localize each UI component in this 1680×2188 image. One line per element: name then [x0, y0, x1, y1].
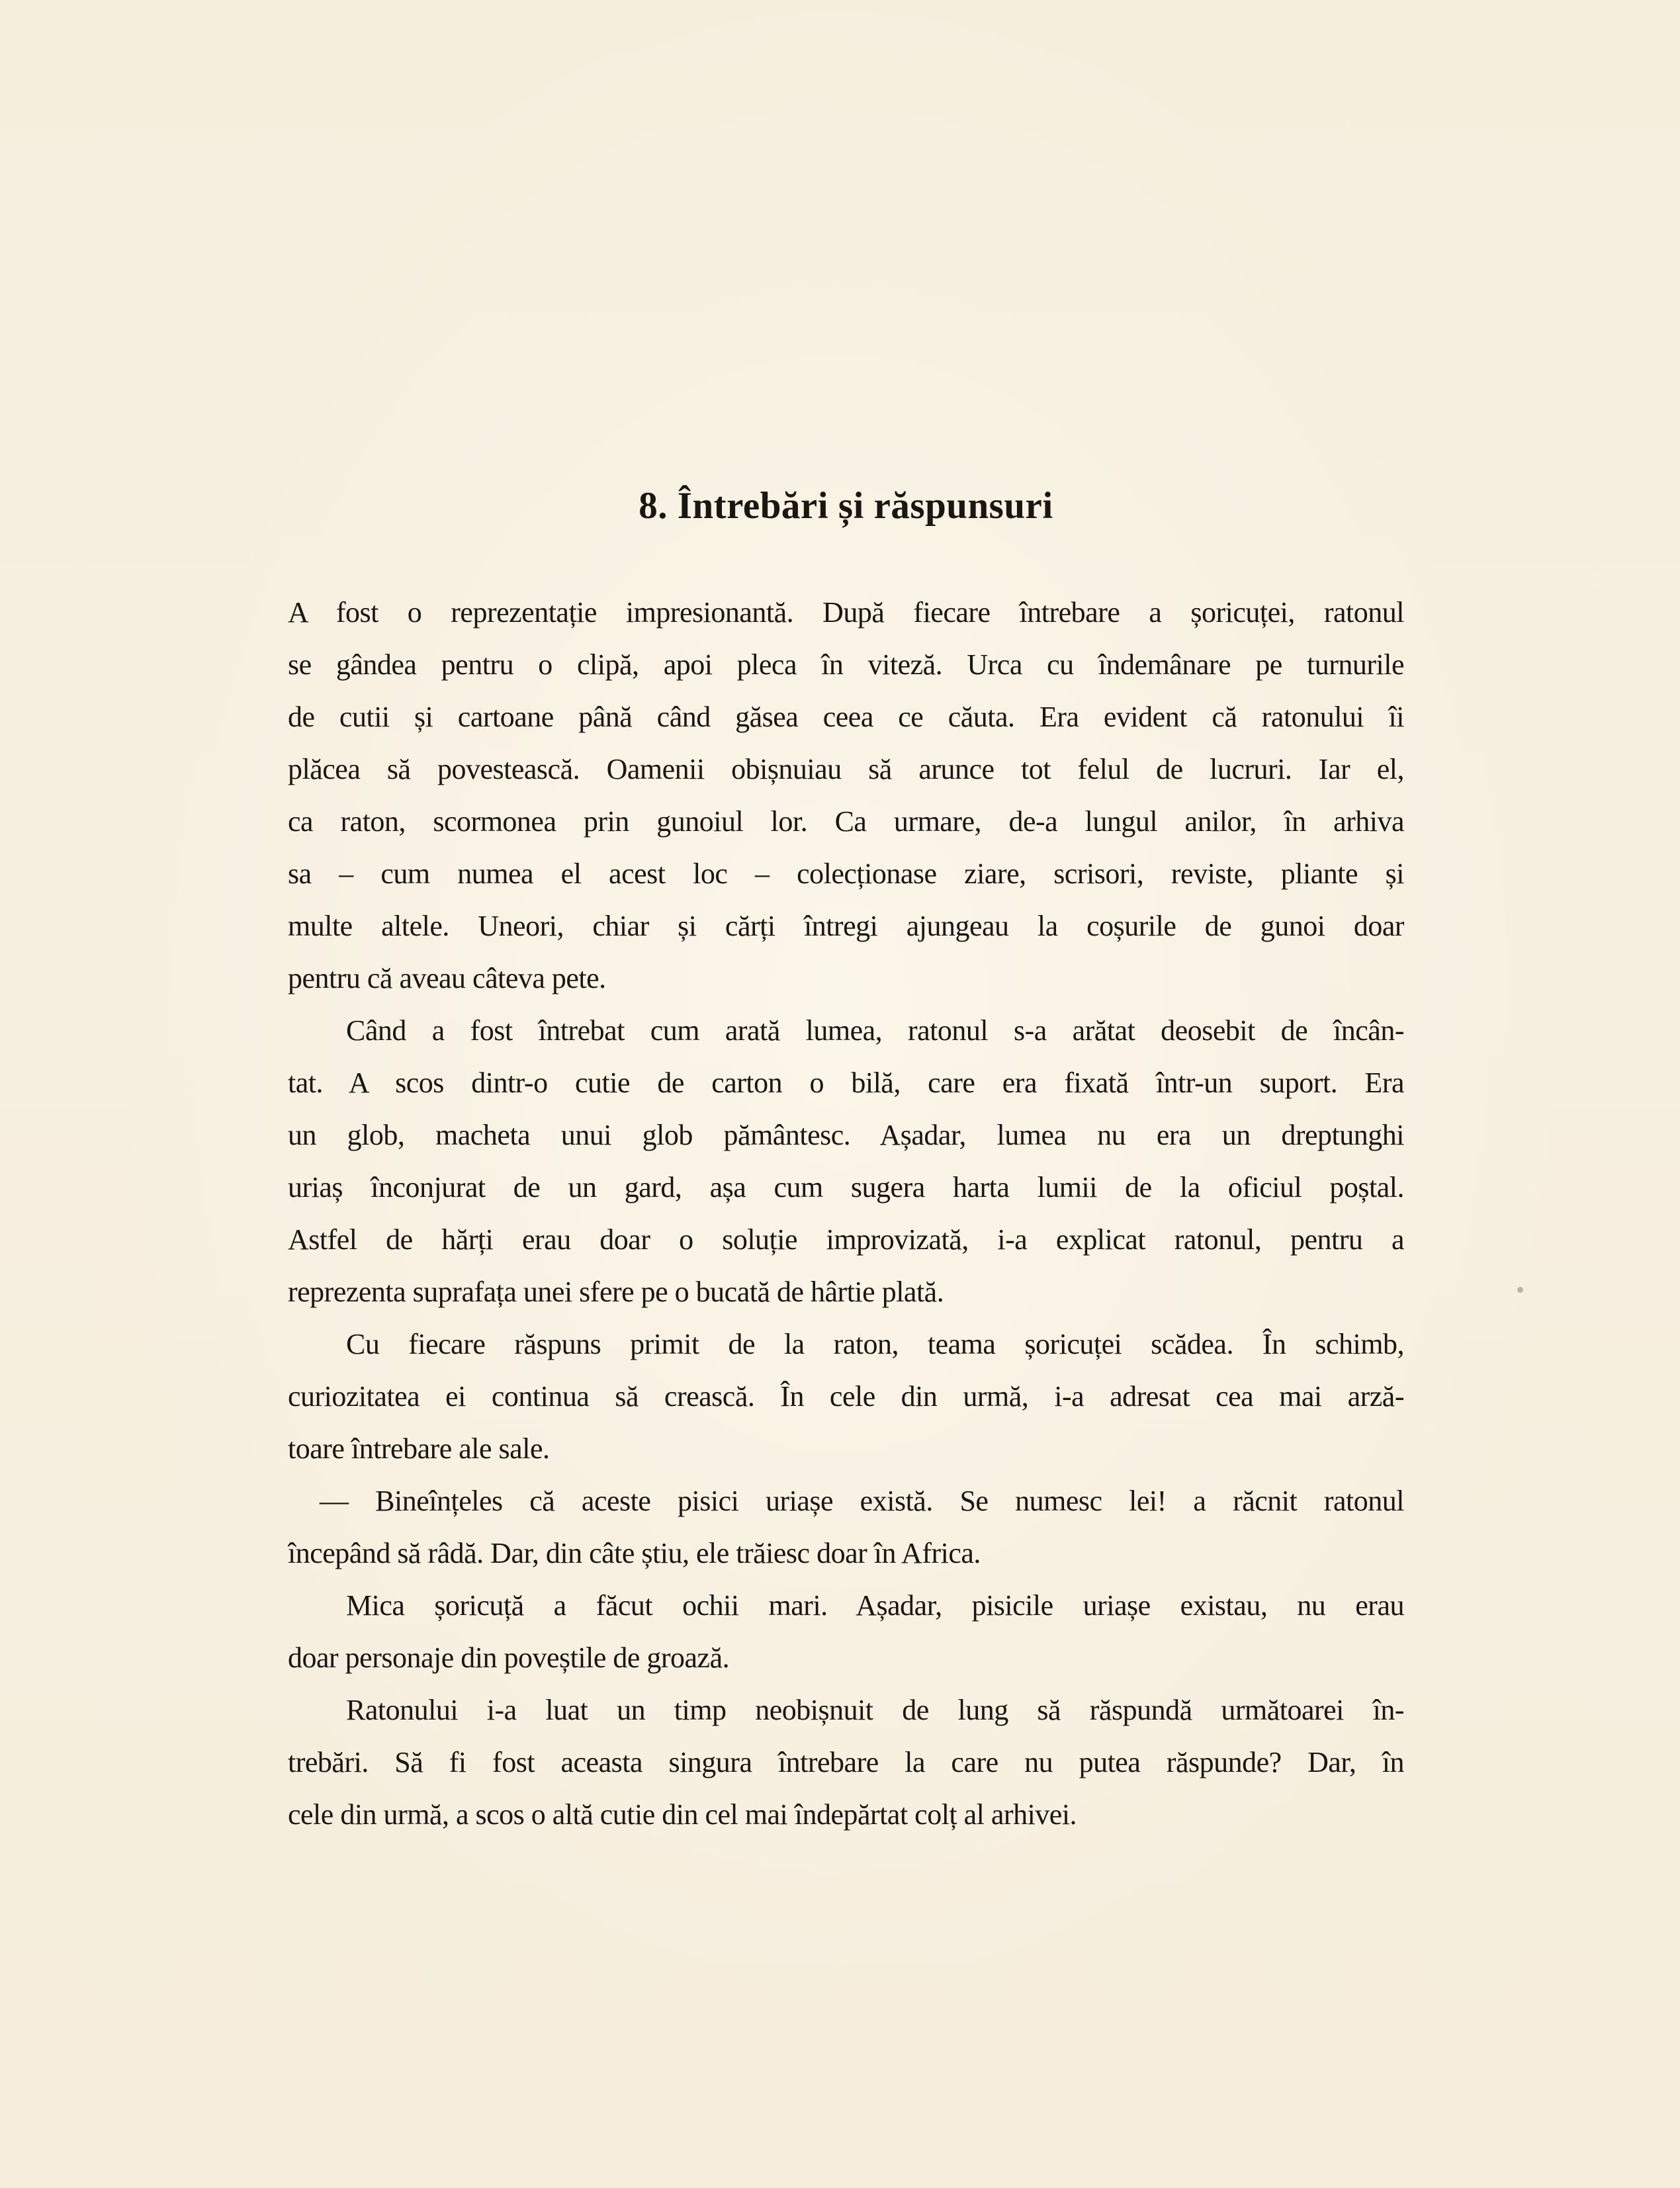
text-line: începând să râdă. Dar, din câte știu, ele trăiesc doar în Africa. [288, 1537, 981, 1569]
text-line: A fost o reprezentație impresionantă. După fiecare întrebare a șoricuței, ratonul [288, 596, 1404, 629]
chapter-title: 8. Întrebări și răspunsuri [639, 485, 1053, 527]
text-line: multe altele. Uneori, chiar și cărți întregi ajungeau la coșurile de gunoi doar [288, 910, 1404, 942]
text-line: Cu fiecare răspuns primit de la raton, teama șoricuței scădea. În schimb, [346, 1328, 1404, 1360]
text-line: se gândea pentru o clipă, apoi pleca în viteză. Urca cu îndemânare pe turnurile [288, 648, 1404, 681]
text-line: tat. A scos dintr-o cutie de carton o bilă, care era fixată într-un suport. Era [288, 1067, 1404, 1099]
paragraph [288, 1004, 1404, 1318]
text-line: curiozitatea ei continua să crească. În cele din urmă, i-a adresat cea mai arză- [288, 1380, 1404, 1413]
text-line: Când a fost întrebat cum arată lumea, ratonul s-a arătat deosebit de încân- [346, 1014, 1404, 1047]
text-block [288, 480, 1404, 1841]
paragraph [288, 1684, 1404, 1841]
body-text [288, 586, 1404, 1841]
text-line: de cutii și cartoane până când găsea ceea ce căuta. Era evident că ratonului îi [288, 701, 1404, 733]
text-line: trebări. Să fi fost aceasta singura întrebare la care nu putea răspunde? Dar, în [288, 1746, 1404, 1778]
text-line: uriaș înconjurat de un gard, așa cum sugera harta lumii de la oficiul poștal. [288, 1171, 1404, 1203]
paragraph [288, 1318, 1404, 1475]
text-line: plăcea să povestească. Oamenii obișnuiau să arunce tot felul de lucruri. Iar el, [288, 753, 1404, 785]
text-line: cele din urmă, a scos o altă cutie din cel mai îndepărtat colț al arhivei. [288, 1798, 1077, 1831]
paragraph [288, 586, 1404, 1004]
text-line: Astfel de hărți erau doar o soluție improvizată, i-a explicat ratonul, pentru a [288, 1223, 1404, 1256]
paper-speck [1517, 1287, 1523, 1293]
text-line: sa – cum numea el acest loc – colecționase ziare, scrisori, reviste, pliante și [288, 857, 1404, 890]
text-line: un glob, macheta unui glob pământesc. Așadar, lumea nu era un dreptunghi [288, 1119, 1404, 1151]
text-line: doar personaje din poveștile de groază. [288, 1641, 730, 1674]
text-line: pentru că aveau câteva pete. [288, 962, 606, 994]
text-line: Ratonului i-a luat un timp neobișnuit de lung să răspundă următoarei în- [346, 1694, 1404, 1726]
paragraph [288, 1579, 1404, 1684]
paragraph [288, 1475, 1404, 1579]
text-line: ca raton, scormonea prin gunoiul lor. Ca urmare, de-a lungul anilor, în arhiva [288, 805, 1404, 838]
text-line: — Bineînțeles că aceste pisici uriașe există. Se numesc lei! a răcnit ratonul [320, 1485, 1404, 1517]
text-line: reprezenta suprafața unei sfere pe o bucată de hârtie plată. [288, 1276, 944, 1308]
text-line: Mica șoricuță a făcut ochii mari. Așadar, pisicile uriașe existau, nu erau [346, 1589, 1404, 1622]
text-line: toare întrebare ale sale. [288, 1432, 550, 1465]
